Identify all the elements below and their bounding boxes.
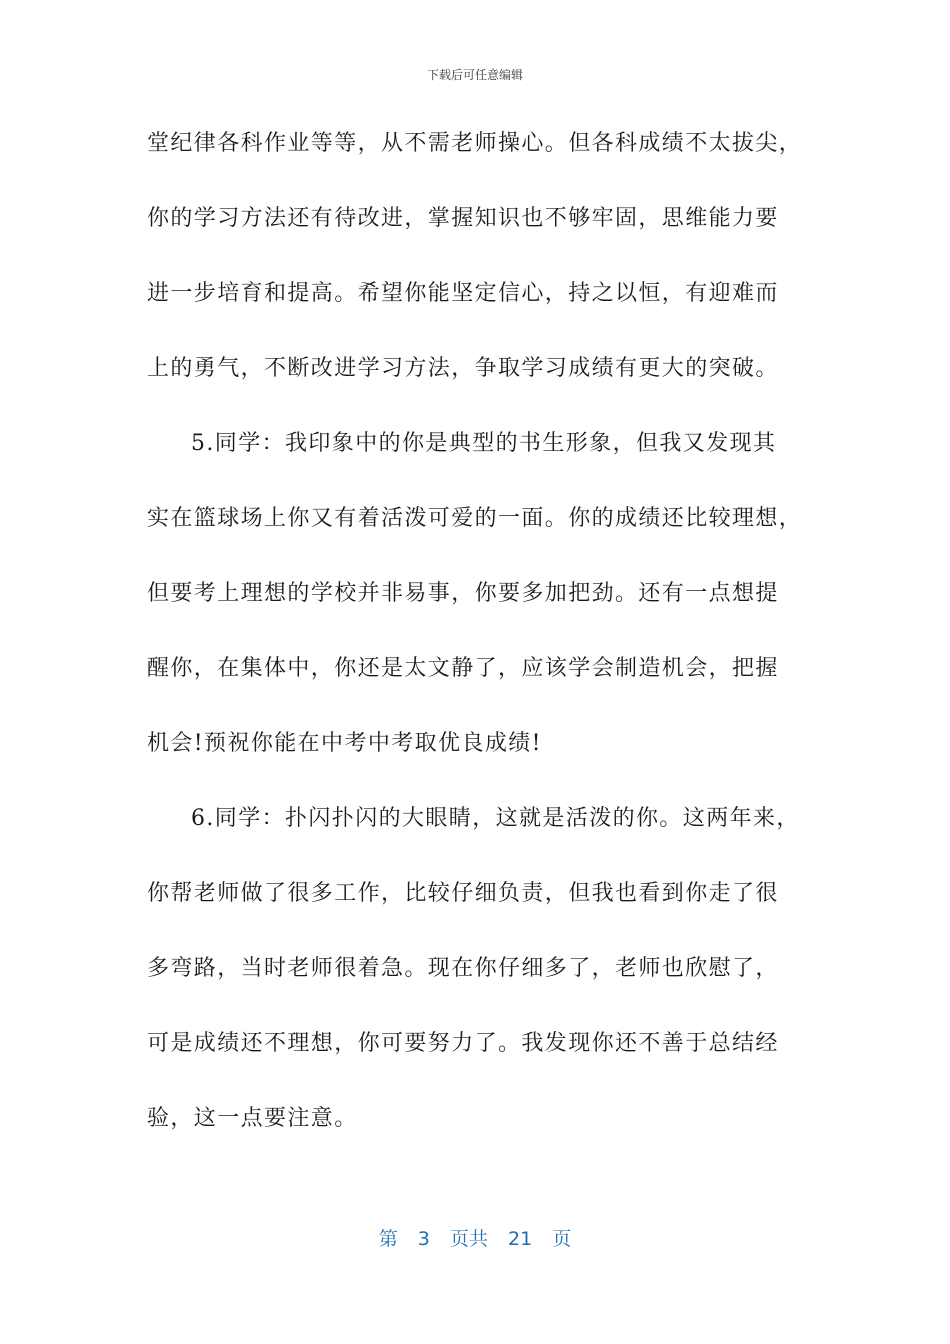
body-line: 堂纪律各科作业等等，从不需老师操心。但各科成绩不太拔尖，: [147, 131, 803, 156]
page-header-note: 下载后可任意编辑: [426, 68, 523, 82]
body-line: 你的学习方法还有待改进，掌握知识也不够牢固，思维能力要: [147, 206, 779, 231]
body-line: 可是成绩还不理想，你可要努力了。我发现你还不善于总结经: [147, 1031, 779, 1056]
body-line: 实在篮球场上你又有着活泼可爱的一面。你的成绩还比较理想，: [147, 506, 803, 531]
body-line: 机会!预祝你能在中考中考取优良成绩!: [147, 731, 542, 756]
body-line: 进一步培育和提高。希望你能坚定信心，持之以恒，有迎难而: [147, 281, 779, 306]
current-page-number: 3: [417, 1228, 430, 1250]
paragraph-start-5: 5.同学：我印象中的你是典型的书生形象，但我又发现其: [191, 431, 777, 456]
body-line: 醒你，在集体中，你还是太文静了，应该学会制造机会，把握: [147, 656, 779, 681]
body-line: 你帮老师做了很多工作，比较仔细负责，但我也看到你走了很: [147, 881, 779, 906]
paragraph-start-6: 6.同学：扑闪扑闪的大眼睛，这就是活泼的你。这两年来，: [191, 806, 800, 831]
page-footer: [0, 1224, 950, 1251]
body-line: 多弯路，当时老师很着急。现在你仔细多了，老师也欣慰了，: [147, 956, 779, 981]
body-line: 上的勇气，不断改进学习方法，争取学习成绩有更大的突破。: [147, 356, 779, 381]
footer-prefix: 第: [378, 1228, 398, 1250]
footer-middle: 页共: [449, 1228, 488, 1250]
document-body: [147, 120, 807, 1170]
body-line: 但要考上理想的学校并非易事，你要多加把劲。还有一点想提: [147, 581, 779, 606]
total-pages-number: 21: [508, 1228, 533, 1250]
footer-suffix: 页: [552, 1228, 572, 1250]
body-line: 验，这一点要注意。: [147, 1106, 358, 1131]
